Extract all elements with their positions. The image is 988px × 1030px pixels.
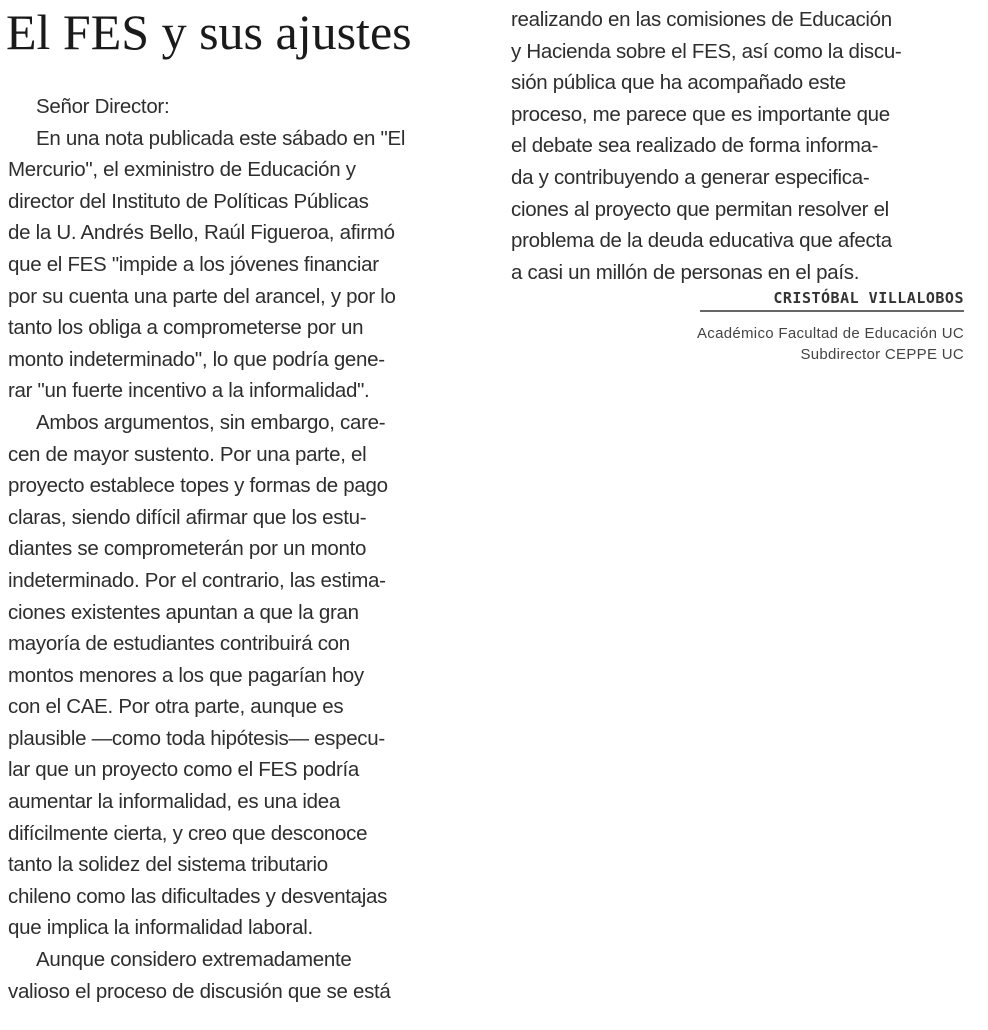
- right-column: [511, 4, 981, 288]
- text-line: ciones existentes apuntan a que la gran: [8, 600, 359, 624]
- text-line: y Hacienda sobre el FES, así como la discu-: [511, 39, 902, 63]
- text-line: que el FES "impide a los jóvenes financiar: [8, 252, 379, 276]
- salutation-line: Señor Director:: [36, 95, 170, 118]
- text-line: diantes se comprometerán por un monto: [8, 537, 367, 561]
- text-line: montos menores a los que pagarían hoy: [8, 663, 364, 687]
- text-line: aumentar la informalidad, es una idea: [8, 790, 340, 814]
- text-line: valioso el proceso de discusión que se está: [8, 979, 391, 1003]
- text-line: tanto la solidez del sistema tributario: [8, 853, 328, 877]
- text-line: problema de la deuda educativa que afecta: [511, 229, 892, 253]
- author-affiliation: Subdirector CEPPE UC: [800, 346, 964, 363]
- text-line: director del Instituto de Políticas Públicas: [8, 189, 369, 213]
- text-line: realizando en las comisiones de Educación: [511, 8, 892, 31]
- text-line: mayoría de estudiantes contribuirá con: [8, 632, 350, 656]
- text-line: Aunque considero extremadamente: [36, 948, 352, 972]
- text-line: de la U. Andrés Bello, Raúl Figueroa, afirmó: [8, 221, 395, 245]
- text-line: lar que un proyecto como el FES podría: [8, 758, 359, 782]
- text-line: En una nota publicada este sábado en "El: [36, 126, 406, 150]
- text-line: a casi un millón de personas en el país.: [511, 260, 860, 284]
- text-line: claras, siendo difícil afirmar que los estu-: [8, 505, 367, 529]
- text-line: da y contribuyendo a generar especifica-: [511, 165, 870, 189]
- text-line: tanto los obliga a comprometerse por un: [8, 316, 364, 340]
- text-line: el debate sea realizado de forma informa-: [511, 134, 879, 158]
- text-line: ciones al proyecto que permitan resolver el: [511, 197, 889, 221]
- author-signature: CRISTÓBAL VILLALOBOS: [700, 288, 964, 312]
- text-line: chileno como las dificultades y desventajas: [8, 884, 388, 908]
- text-line: rar "un fuerte incentivo a la informalidad".: [8, 379, 370, 403]
- text-line: por su cuenta una parte del arancel, y por lo: [8, 284, 396, 308]
- text-line: con el CAE. Por otra parte, aunque es: [8, 695, 344, 719]
- text-line: Mercurio", el exministro de Educación y: [8, 158, 356, 182]
- text-line: proyecto establece topes y formas de pago: [8, 474, 388, 498]
- text-line: sión pública que ha acompañado este: [511, 71, 846, 95]
- text-line: cen de mayor sustento. Por una parte, el: [8, 442, 367, 466]
- author-affiliation: Académico Facultad de Educación UC: [696, 325, 964, 342]
- text-line: difícilmente cierta, y creo que desconoce: [8, 821, 368, 845]
- article-title: El FES y sus ajustes: [6, 4, 412, 60]
- text-line: que implica la informalidad laboral.: [8, 916, 313, 940]
- text-line: monto indeterminado", lo que podría gene-: [8, 347, 385, 371]
- text-line: indeterminado. Por el contrario, las estima-: [8, 568, 386, 592]
- text-line: proceso, me parece que es importante que: [511, 102, 890, 126]
- left-column: [8, 91, 478, 1007]
- text-line: Ambos argumentos, sin embargo, care-: [36, 410, 386, 434]
- text-line: plausible —como toda hipótesis— especu-: [8, 726, 385, 750]
